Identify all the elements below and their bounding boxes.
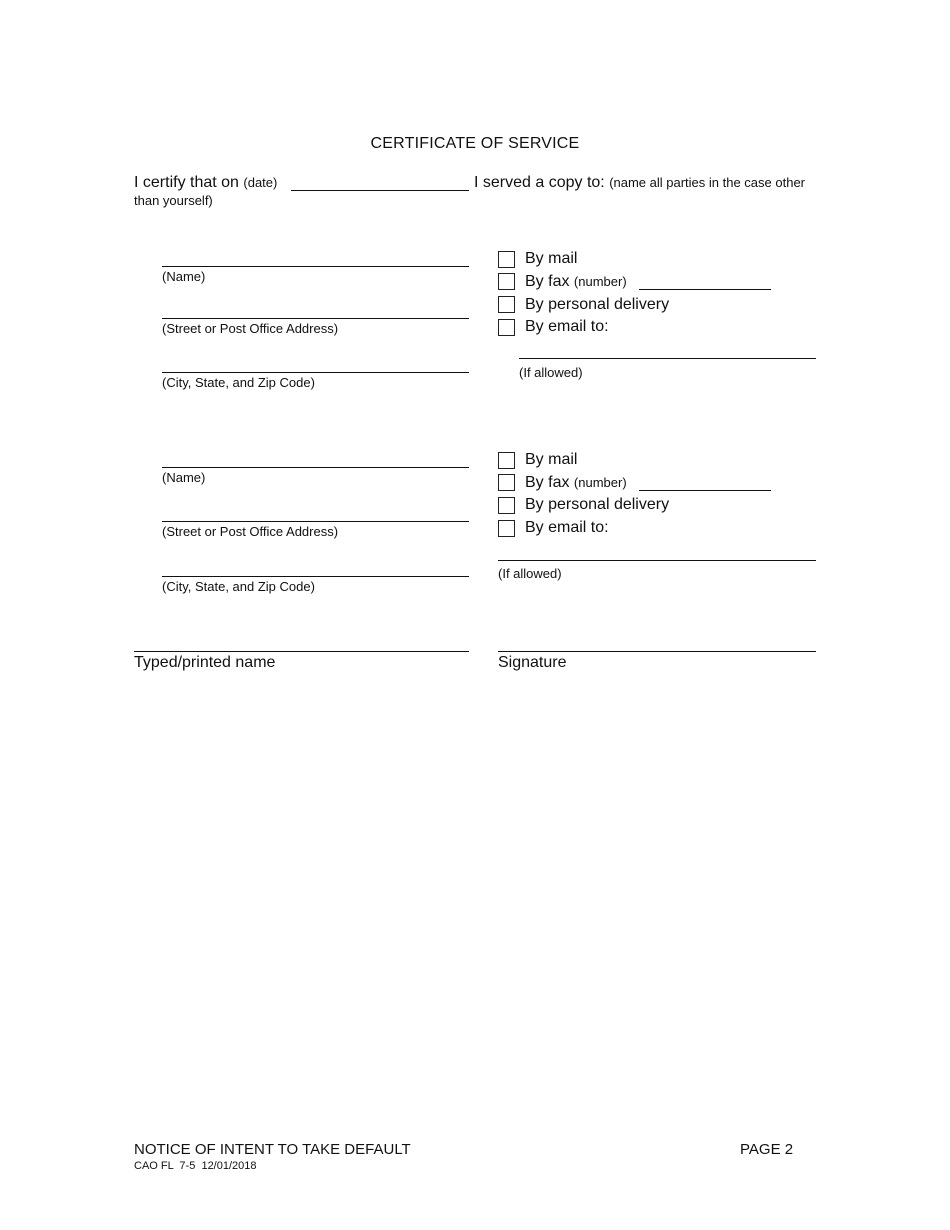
party1-name-field[interactable]	[162, 266, 469, 267]
party2-mail-label: By mail	[525, 451, 578, 468]
party2-email-label: By email to:	[525, 519, 609, 536]
served-text: I served a copy to:	[474, 174, 605, 191]
party2-personal-checkbox[interactable]	[498, 497, 515, 514]
parties-hint-cont: than yourself)	[134, 193, 213, 208]
party1-street-field[interactable]	[162, 318, 469, 319]
party1-street-label: (Street or Post Office Address)	[162, 321, 339, 336]
party1-mail-label: By mail	[525, 250, 578, 267]
party2-city-label: (City, State, and Zip Code)	[162, 579, 315, 594]
party1-email-field[interactable]	[519, 358, 816, 359]
certify-text: I certify that on	[134, 174, 239, 191]
party1-name-label: (Name)	[162, 269, 206, 284]
footer-form-code: CAO FL 7-5 12/01/2018	[134, 1160, 257, 1172]
party1-city-label: (City, State, and Zip Code)	[162, 375, 315, 390]
party2-fax-hint: (number)	[573, 475, 627, 490]
party2-email-field[interactable]	[498, 560, 816, 561]
signature-label: Signature	[498, 654, 567, 671]
party1-fax-field[interactable]	[639, 289, 771, 290]
certify-line	[134, 174, 277, 192]
party1-fax-checkbox[interactable]	[498, 273, 515, 290]
party2-name-label: (Name)	[162, 470, 206, 485]
party1-email-label: By email to:	[525, 318, 609, 335]
party2-fax-label	[525, 474, 627, 492]
party2-email-checkbox[interactable]	[498, 520, 515, 537]
party2-fax-text: By fax	[525, 474, 570, 491]
party2-city-field[interactable]	[162, 576, 469, 577]
party1-if-allowed: (If allowed)	[519, 365, 583, 380]
party1-personal-checkbox[interactable]	[498, 296, 515, 313]
footer-page-number: PAGE 2	[740, 1141, 794, 1158]
party2-if-allowed: (If allowed)	[498, 566, 562, 581]
date-hint: (date)	[243, 175, 278, 190]
party2-personal-label: By personal delivery	[525, 496, 670, 513]
typed-name-label: Typed/printed name	[134, 654, 276, 671]
party1-personal-label: By personal delivery	[525, 296, 670, 313]
party2-mail-checkbox[interactable]	[498, 452, 515, 469]
party1-mail-checkbox[interactable]	[498, 251, 515, 268]
party1-city-field[interactable]	[162, 372, 469, 373]
party2-street-label: (Street or Post Office Address)	[162, 524, 339, 539]
served-line	[474, 174, 805, 192]
page-title: CERTIFICATE OF SERVICE	[370, 135, 580, 152]
footer-form-title: NOTICE OF INTENT TO TAKE DEFAULT	[134, 1141, 411, 1158]
party2-name-field[interactable]	[162, 467, 469, 468]
party2-fax-field[interactable]	[639, 490, 771, 491]
party1-fax-hint: (number)	[573, 274, 627, 289]
date-field[interactable]	[291, 190, 469, 191]
signature-field[interactable]	[498, 651, 816, 652]
party2-street-field[interactable]	[162, 521, 469, 522]
party1-fax-text: By fax	[525, 273, 570, 290]
typed-name-field[interactable]	[134, 651, 469, 652]
party1-fax-label	[525, 273, 627, 291]
parties-hint: (name all parties in the case other	[609, 175, 806, 190]
party2-fax-checkbox[interactable]	[498, 474, 515, 491]
party1-email-checkbox[interactable]	[498, 319, 515, 336]
